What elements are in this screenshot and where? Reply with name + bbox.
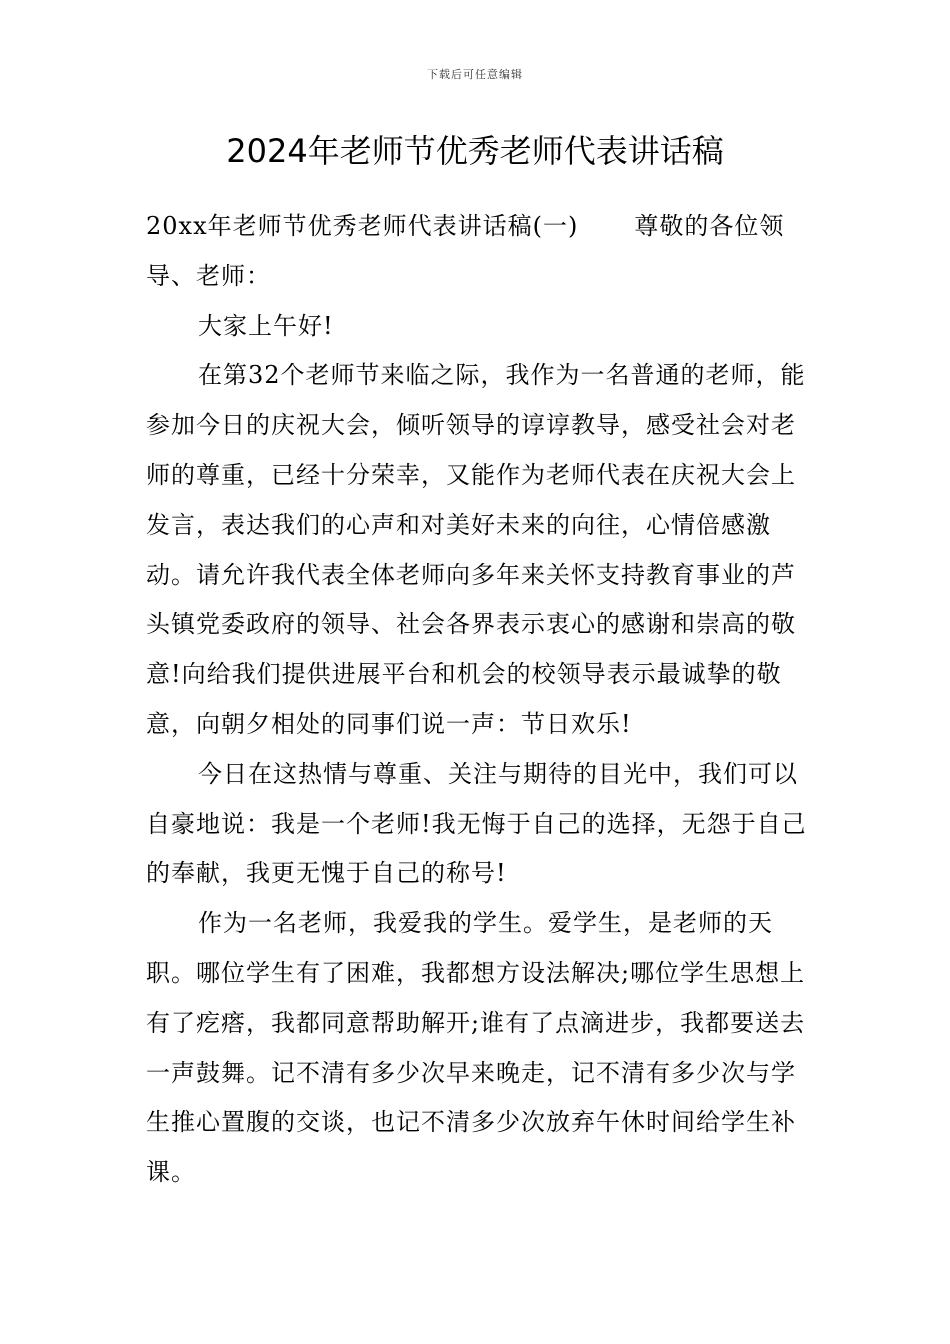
document-title: 2024年老师节优秀老师代表讲话稿 (226, 132, 724, 170)
document-body (146, 202, 810, 1198)
paragraph-love-students: 作为一名老师，我爱我的学生。爱学生，是老师的天职。哪位学生有了困难，我都想方设法解决;哪位学生思想上有了疙瘩，我都同意帮助解开;谁有了点滴进步，我都要送去一声鼓舞。记不清有多少次早来晚走，记不清有多少次与学生推心置腹的交谈，也记不清多少次放弃午休时间给学生补课。 (146, 909, 806, 1187)
paragraph-pride: 今日在这热情与尊重、关注与期待的目光中，我们可以自豪地说：我是一个老师!我无悔于自己的选择，无怨于自己的奉献，我更无愧于自己的称号! (146, 759, 807, 888)
speech-subtitle: 20xx年老师节优秀老师代表讲话稿(一) (146, 212, 579, 240)
salutation: 尊敬的各位领导、老师： (146, 212, 785, 290)
header-note: 下载后可任意编辑 (427, 68, 523, 81)
opening-line (146, 202, 810, 302)
paragraph-intro: 在第32个老师节来临之际，我作为一名普通的老师，能参加今日的庆祝大会，倾听领导的谆谆教导，感受社会对老师的尊重，已经十分荣幸，又能作为老师代表在庆祝大会上发言，表达我们的心声和对美好未来的向往，心情倍感激动。请允许我代表全体老师向多年来关怀支持教育事业的芦头镇党委政府的领导、社会各界表示衷心的感谢和崇高的敬意!向给我们提供进展平台和机会的校领导表示最诚挚的敬意，向朝夕相处的同事们说一声：节日欢乐! (146, 361, 806, 738)
paragraph-greeting: 大家上午好! (198, 311, 334, 340)
